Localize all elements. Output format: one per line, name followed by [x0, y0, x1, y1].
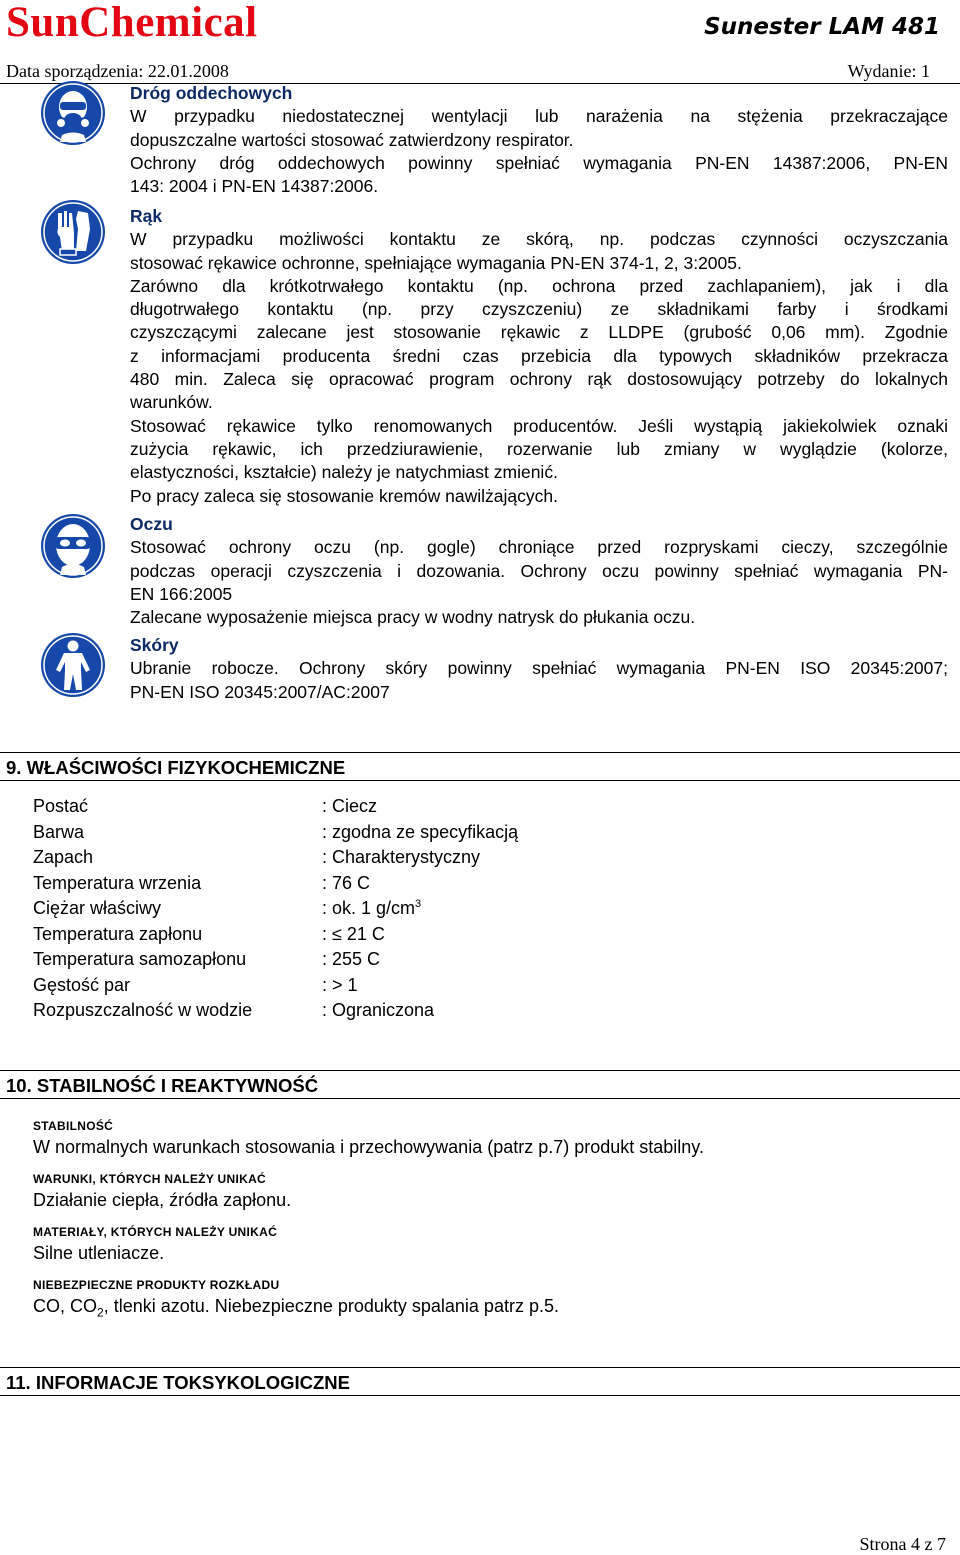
stability-text: W normalnych warunkach stosowania i przechowywania (patrz p.7) produkt stabilny.: [33, 1137, 704, 1157]
property-value: : Ciecz: [322, 796, 378, 817]
section-9-rule: [0, 752, 960, 753]
respirator-mandatory-icon: [40, 80, 106, 146]
ppe-skin: [130, 634, 948, 704]
table-row: [33, 998, 518, 1024]
decomposition-products-label: NIEBEZPIECZNE PRODUKTY ROZKŁADU: [33, 1278, 280, 1292]
property-name: Barwa: [33, 821, 85, 842]
brand-logo: SunChemical: [6, 0, 258, 46]
protective-clothing-mandatory-icon: [40, 632, 106, 698]
text-line: z informacjami producenta średni czas przebicia dla typowych składników przekracza: [130, 345, 948, 366]
property-value: : Charakterystyczny: [322, 847, 481, 868]
text-line: warunków.: [130, 392, 213, 413]
ppe-respiratory: [130, 82, 948, 198]
physicochemical-properties-table: [33, 794, 518, 1024]
text-line: EN 166:2005: [130, 583, 233, 604]
issue-date: Data sporządzenia: 22.01.2008: [6, 61, 229, 81]
text-line: Ubranie robocze. Ochrony skóry powinny spełniać wymagania PN-EN ISO 20345:2007;: [130, 658, 948, 679]
table-row: [33, 947, 518, 973]
text-line: dopuszczalne wartości stosować zatwierdzony respirator.: [130, 129, 574, 150]
text-line: 480 min. Zaleca się opracować program ochrony rąk dostosowujący potrzeby do lokalnych: [130, 369, 948, 390]
gloves-mandatory-icon: [40, 199, 106, 265]
table-row: [33, 794, 518, 820]
table-row: [33, 896, 518, 922]
section-10-heading-rule: [0, 1098, 960, 1099]
product-name: Sunester LAM 481: [704, 14, 940, 40]
conditions-to-avoid-text: Działanie ciepła, źródła zapłonu.: [33, 1190, 292, 1210]
text-line: długotrwałego kontaktu (np. przy czyszczeniu) ze składnikami farby i środkami: [130, 299, 948, 320]
section-11-heading-rule: [0, 1395, 960, 1396]
hands-title: Rąk: [130, 206, 163, 226]
text-line: Ochrony dróg oddechowych powinny spełniać wymagania PN-EN 14387:2006, PN-EN: [130, 152, 948, 173]
property-name: Postać: [33, 796, 89, 817]
decomposition-products-text: [33, 1296, 559, 1320]
stability-label: STABILNOŚĆ: [33, 1119, 114, 1133]
property-name: Zapach: [33, 847, 94, 868]
table-row: [33, 871, 518, 897]
property-value-with-unit: [322, 896, 518, 922]
text-line: podczas operacji czyszczenia i dozowania. Ochrony oczu powinny spełniać wymagania PN-: [130, 560, 948, 581]
ppe-hands: [130, 205, 948, 508]
text-part: , tlenki azotu. Niebezpieczne produkty spalania patrz p.5.: [103, 1296, 559, 1316]
property-value: : zgodna ze specyfikacją: [322, 821, 519, 842]
skin-title: Skóry: [130, 635, 179, 655]
property-value: : > 1: [322, 974, 358, 995]
section-9-heading-rule: [0, 780, 960, 781]
property-name: Rozpuszczalność w wodzie: [33, 1000, 253, 1021]
materials-to-avoid-text: Silne utleniacze.: [33, 1243, 165, 1263]
property-name: Temperatura zapłonu: [33, 923, 203, 944]
text-line: Zarówno dla krótkotrwałego kontaktu (np. ochrona przed zachlapaniem), jak i dla: [130, 275, 948, 296]
subscript: 2: [97, 1305, 104, 1320]
table-row: [33, 820, 518, 846]
property-value: : Ograniczona: [322, 1000, 435, 1021]
text-line: Stosować ochrony oczu (np. gogle) chroniące przed rozpryskami cieczy, szczególnie: [130, 537, 948, 558]
edition-number: Wydanie: 1: [847, 61, 930, 81]
page-number: Strona 4 z 7: [859, 1534, 946, 1554]
table-row: [33, 973, 518, 999]
text-line: Stosować rękawice tylko renomowanych producentów. Jeśli wystąpią jakiekolwiek oznaki: [130, 415, 948, 436]
text-line: W przypadku możliwości kontaktu ze skórą, np. podczas czynności oczyszczania: [130, 229, 948, 250]
property-name: Temperatura wrzenia: [33, 872, 202, 893]
text-line: Zalecane wyposażenie miejsca pracy w wodny natrysk do płukania oczu.: [130, 607, 696, 628]
text-line: czyszczącymi zalecane jest stosowanie rękawic z LLDPE (grubość 0,06 mm). Zgodnie: [130, 322, 948, 343]
text-line: Po pracy zaleca się stosowanie kremów nawilżających.: [130, 485, 558, 506]
text-line: 143: 2004 i PN-EN 14387:2006.: [130, 176, 379, 197]
text-line: W przypadku niedostatecznej wentylacji lub narażenia na stężenia przekraczające: [130, 106, 948, 127]
property-value: : ok. 1 g/cm: [322, 898, 416, 919]
table-row: [33, 922, 518, 948]
section-11-heading: 11. INFORMACJE TOKSYKOLOGICZNE: [6, 1372, 351, 1393]
table-row: [33, 845, 518, 871]
property-value: : 255 C: [322, 949, 381, 970]
section-9-heading: 9. WŁAŚCIWOŚCI FIZYKOCHEMICZNE: [6, 757, 346, 778]
text-line: stosować rękawice ochronne, spełniające wymagania PN-EN 374-1, 2, 3:2005.: [130, 252, 742, 273]
conditions-to-avoid-label: WARUNKI, KTÓRYCH NALEŻY UNIKAĆ: [33, 1172, 266, 1186]
materials-to-avoid-label: MATERIAŁY, KTÓRYCH NALEŻY UNIKAĆ: [33, 1225, 278, 1239]
property-name: Temperatura samozapłonu: [33, 949, 247, 970]
respiratory-title: Dróg oddechowych: [130, 83, 293, 103]
property-name: Ciężar właściwy: [33, 898, 162, 919]
text-line: elastyczności, kształcie) należy je natychmiast zmienić.: [130, 462, 558, 483]
text-part: CO, CO: [33, 1296, 98, 1316]
property-value: : ≤ 21 C: [322, 923, 385, 944]
text-line: PN-EN ISO 20345:2007/AC:2007: [130, 681, 390, 702]
unit-exponent: 3: [415, 898, 422, 911]
property-value: : 76 C: [322, 872, 371, 893]
text-line: zużycia rękawic, ich przedziurawienie, rozerwanie lub zmiany w wyglądzie (kolorze,: [130, 438, 948, 459]
property-name: Gęstość par: [33, 974, 131, 995]
ppe-eyes: [130, 513, 948, 629]
section-11-rule: [0, 1367, 960, 1368]
goggles-mandatory-icon: [40, 513, 106, 579]
section-10-heading: 10. STABILNOŚĆ I REAKTYWNOŚĆ: [6, 1075, 319, 1096]
eyes-title: Oczu: [130, 514, 173, 534]
section-10-rule: [0, 1070, 960, 1071]
